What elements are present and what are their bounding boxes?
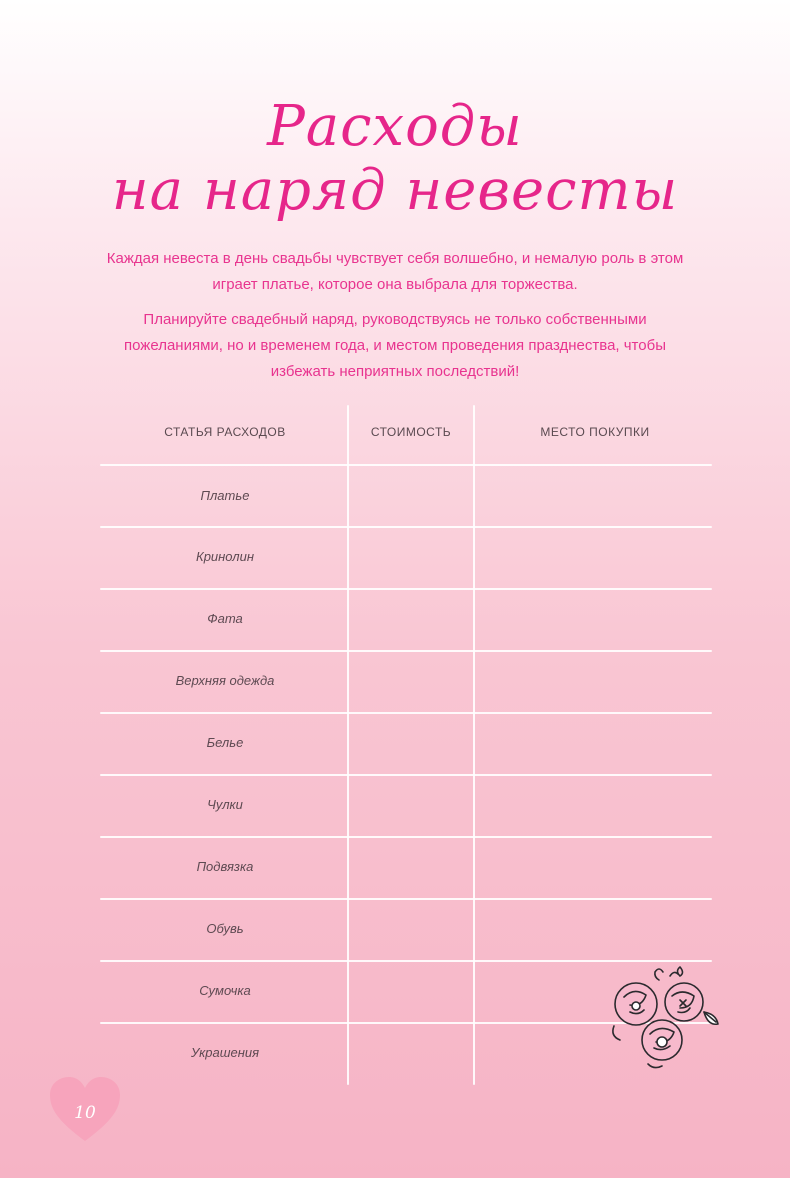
table-row-label: Обувь <box>206 921 244 936</box>
column-divider <box>473 405 475 1085</box>
table-row-label: Украшения <box>190 1045 260 1060</box>
table-row-label: Платье <box>200 488 250 503</box>
row-divider <box>100 526 712 528</box>
page-title-line-2: на наряд невесты <box>111 158 679 223</box>
row-divider <box>100 774 712 776</box>
table-row-label: Белье <box>206 735 244 750</box>
row-divider <box>100 650 712 652</box>
page-title-line-1: Расходы <box>267 94 523 159</box>
table-row-label: Сумочка <box>199 983 251 998</box>
page-number: 10 <box>74 1103 96 1123</box>
table-row-label: Кринолин <box>196 549 254 564</box>
row-divider <box>100 836 712 838</box>
intro-paragraph-2: Планируйте свадебный наряд, руководствуясь не только собственными пожеланиями, но и временем года, и местом проведения празднества, чтобы избежать неприятных последствий! <box>124 311 666 380</box>
table-row-label: Фата <box>207 611 243 626</box>
row-divider <box>100 464 712 466</box>
header-cost: СТОИМОСТЬ <box>370 425 452 439</box>
table-row-label: Чулки <box>207 797 243 812</box>
row-divider <box>100 712 712 714</box>
roses-bouquet-icon <box>608 962 723 1074</box>
row-divider <box>100 898 712 900</box>
table-row-label: Верхняя одежда <box>175 673 275 688</box>
intro-paragraph-1: Каждая невеста в день свадьбы чувствует себя волшебно, и немалую роль в этом играет платье, которое она выбрала для торжества. <box>106 250 684 293</box>
table-row-label: Подвязка <box>196 859 254 874</box>
header-purchase-place: МЕСТО ПОКУПКИ <box>540 425 650 439</box>
header-expense-item: СТАТЬЯ РАСХОДОВ <box>164 425 286 439</box>
row-divider <box>100 588 712 590</box>
column-divider <box>347 405 349 1085</box>
